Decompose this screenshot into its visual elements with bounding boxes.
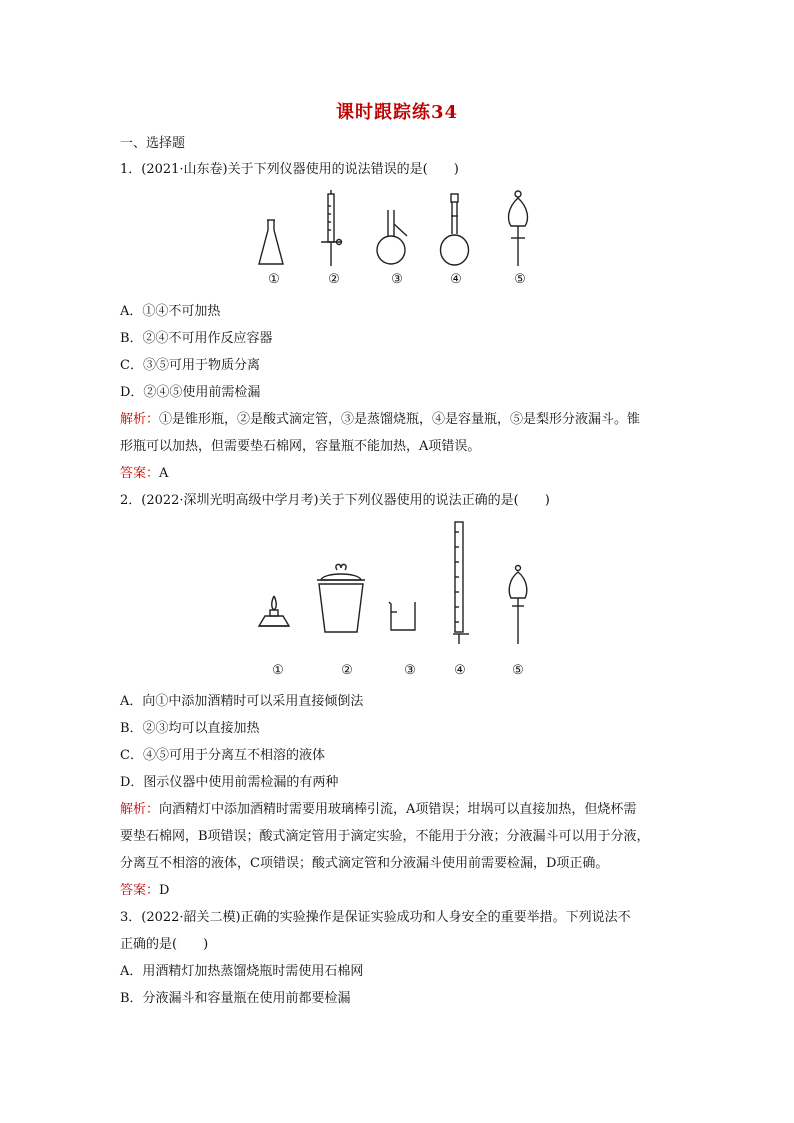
section-heading: 一、选择题 bbox=[120, 136, 186, 151]
q2-analysis-label: 解析： bbox=[120, 802, 160, 817]
separatory-funnel-2-icon bbox=[509, 566, 526, 645]
q1-option-c: C．③⑤可用于物质分离 bbox=[120, 358, 260, 373]
q1-stem: 1．(2021·山东卷)关于下列仪器使用的说法错误的是( ) bbox=[120, 162, 459, 177]
q2-option-d: D．图示仪器中使用前需检漏的有两种 bbox=[120, 775, 339, 790]
q3-stem-line-2: 正确的是( ) bbox=[120, 937, 209, 952]
q2-analysis-line-2: 要垫石棉网，B项错误；酸式滴定管用于滴定实验，不能用于分液；分液漏斗可以用于分液， bbox=[120, 829, 650, 844]
q2-answer bbox=[120, 881, 169, 901]
q1-caption-1: ① bbox=[268, 272, 280, 287]
q2-caption-3: ③ bbox=[404, 663, 416, 678]
q1-analysis-line-2: 形瓶可以加热，但需要垫石棉网，容量瓶不能加热，A项错误。 bbox=[120, 439, 481, 454]
q2-answer-value: D bbox=[159, 883, 170, 898]
q1-option-a: A．①④不可加热 bbox=[120, 304, 221, 319]
q2-option-b: B．②③均可以直接加热 bbox=[120, 721, 260, 736]
q2-option-c: C．④⑤可用于分离互不相溶的液体 bbox=[120, 748, 325, 763]
q1-analysis-line-1 bbox=[120, 410, 640, 430]
q2-analysis-line-1 bbox=[120, 800, 636, 820]
q2-caption-4: ④ bbox=[454, 663, 466, 678]
q2-answer-label: 答案： bbox=[120, 883, 160, 898]
q1-answer bbox=[120, 464, 168, 484]
q1-caption-5: ⑤ bbox=[514, 272, 526, 287]
q2-analysis-text-1: 向酒精灯中添加酒精时需要用玻璃棒引流，A项错误；坩埚可以直接加热，但烧杯需 bbox=[159, 802, 637, 817]
beaker-icon bbox=[389, 602, 415, 630]
q1-analysis-text-1: ①是锥形瓶，②是酸式滴定管，③是蒸馏烧瓶，④是容量瓶，⑤是梨形分液漏斗。锥 bbox=[159, 412, 641, 427]
q2-caption-1: ① bbox=[272, 663, 284, 678]
q2-figure bbox=[255, 522, 545, 656]
q2-analysis-line-3: 分离互不相溶的液体，C项错误；酸式滴定管和分液漏斗使用前需要检漏，D项正确。 bbox=[120, 856, 609, 871]
q1-caption-2: ② bbox=[328, 272, 340, 287]
q2-option-a: A．向①中添加酒精时可以采用直接倾倒法 bbox=[120, 694, 364, 709]
alcohol-lamp-icon bbox=[259, 596, 289, 626]
burette-icon bbox=[453, 522, 469, 644]
q1-answer-label: 答案： bbox=[120, 466, 160, 481]
q1-analysis-label: 解析： bbox=[120, 412, 160, 427]
q2-stem: 2．(2022·深圳光明高级中学月考)关于下列仪器使用的说法正确的是( ) bbox=[120, 493, 550, 508]
page-title: 课时跟踪练34 bbox=[335, 102, 459, 123]
q1-option-d: D．②④⑤使用前需检漏 bbox=[120, 385, 261, 400]
separatory-funnel-icon bbox=[509, 191, 528, 266]
q1-answer-value: A bbox=[159, 466, 169, 481]
acid-burette-icon bbox=[321, 190, 342, 266]
q3-option-b: B．分液漏斗和容量瓶在使用前都要检漏 bbox=[120, 991, 351, 1006]
q3-stem-line-1: 3．(2022·韶关二模)正确的实验操作是保证实验成功和人身安全的重要举措。下列说法不 bbox=[120, 910, 631, 925]
volumetric-flask-icon bbox=[441, 194, 469, 265]
distillation-flask-icon bbox=[377, 210, 407, 264]
q1-option-b: B．②④不可用作反应容器 bbox=[120, 331, 273, 346]
q2-caption-5: ⑤ bbox=[512, 663, 524, 678]
q2-caption-2: ② bbox=[341, 663, 353, 678]
q1-figure bbox=[255, 190, 545, 274]
q1-caption-3: ③ bbox=[391, 272, 403, 287]
conical-flask-icon bbox=[259, 220, 283, 264]
q1-caption-4: ④ bbox=[450, 272, 462, 287]
q3-option-a: A．用酒精灯加热蒸馏烧瓶时需使用石棉网 bbox=[120, 964, 364, 979]
crucible-icon bbox=[317, 564, 365, 632]
